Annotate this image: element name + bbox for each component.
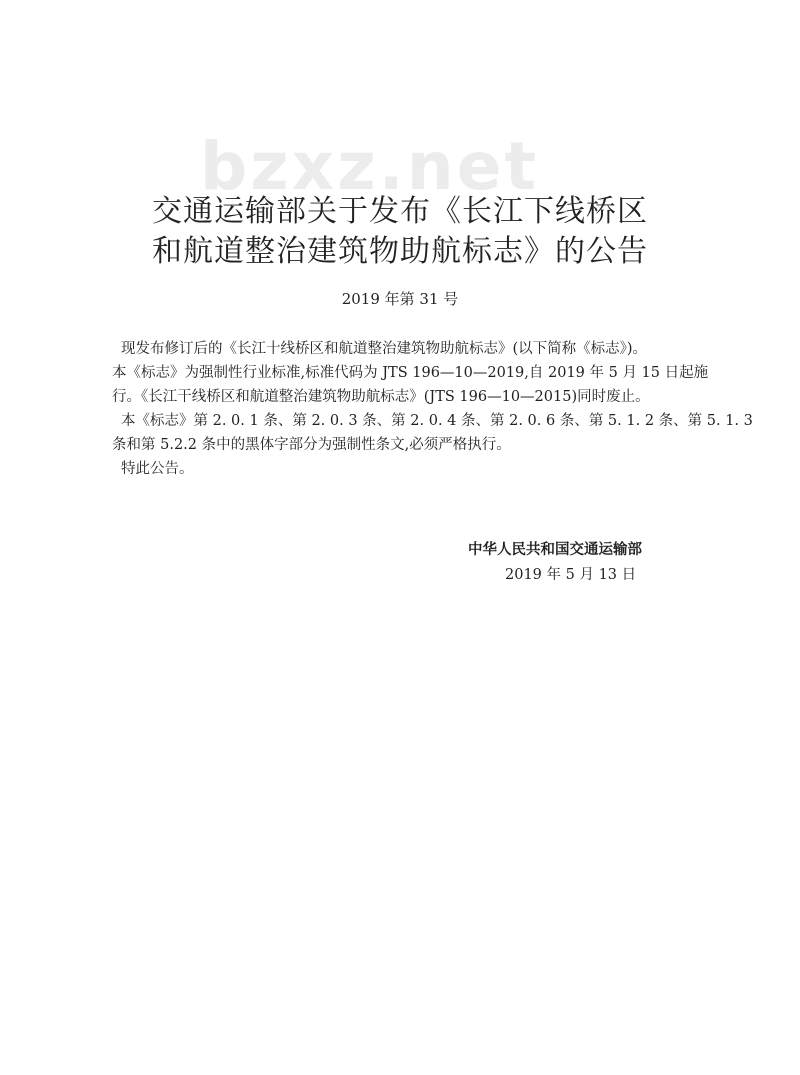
paragraph-3-line-1: 特此公告。 xyxy=(121,461,194,477)
paragraph-2-line-1: 本《标志》第 2. 0. 1 条、第 2. 0. 3 条、第 2. 0. 4 条、第 2. 0. 6 条、第 5. 1. 2 条、第 5. 1. 3 xyxy=(121,413,753,429)
paragraph-1-line-2: 本《标志》为强制性行业标准,标准代码为 JTS 196—10—2019,自 2019 年 5 月 15 日起施 xyxy=(112,365,709,381)
document-number: 2019 年第 31 号 xyxy=(341,290,459,308)
issuing-authority: 中华人民共和国交通运输部 xyxy=(468,542,642,558)
issue-date: 2019 年 5 月 13 日 xyxy=(505,567,637,583)
title-line-2: 和航道整治建筑物助航标志》的公告 xyxy=(152,234,648,269)
title-line-1: 交通运输部关于发布《长江下线桥区 xyxy=(152,194,648,229)
announcement-body xyxy=(112,337,753,481)
paragraph-2-line-2: 条和第 5.2.2 条中的黑体字部分为强制性条文,必须严格执行。 xyxy=(112,437,511,453)
watermark-text: bzxz.net xyxy=(200,128,540,205)
paragraph-1-line-3: 行。《长江干线桥区和航道整治建筑物助航标志》(JTS 196—10—2015)同时废止。 xyxy=(112,389,650,405)
paragraph-1-line-1: 现发布修订后的《长江十线桥区和航道整治建筑物助航标志》(以下简称《标志》)。 xyxy=(121,341,648,357)
